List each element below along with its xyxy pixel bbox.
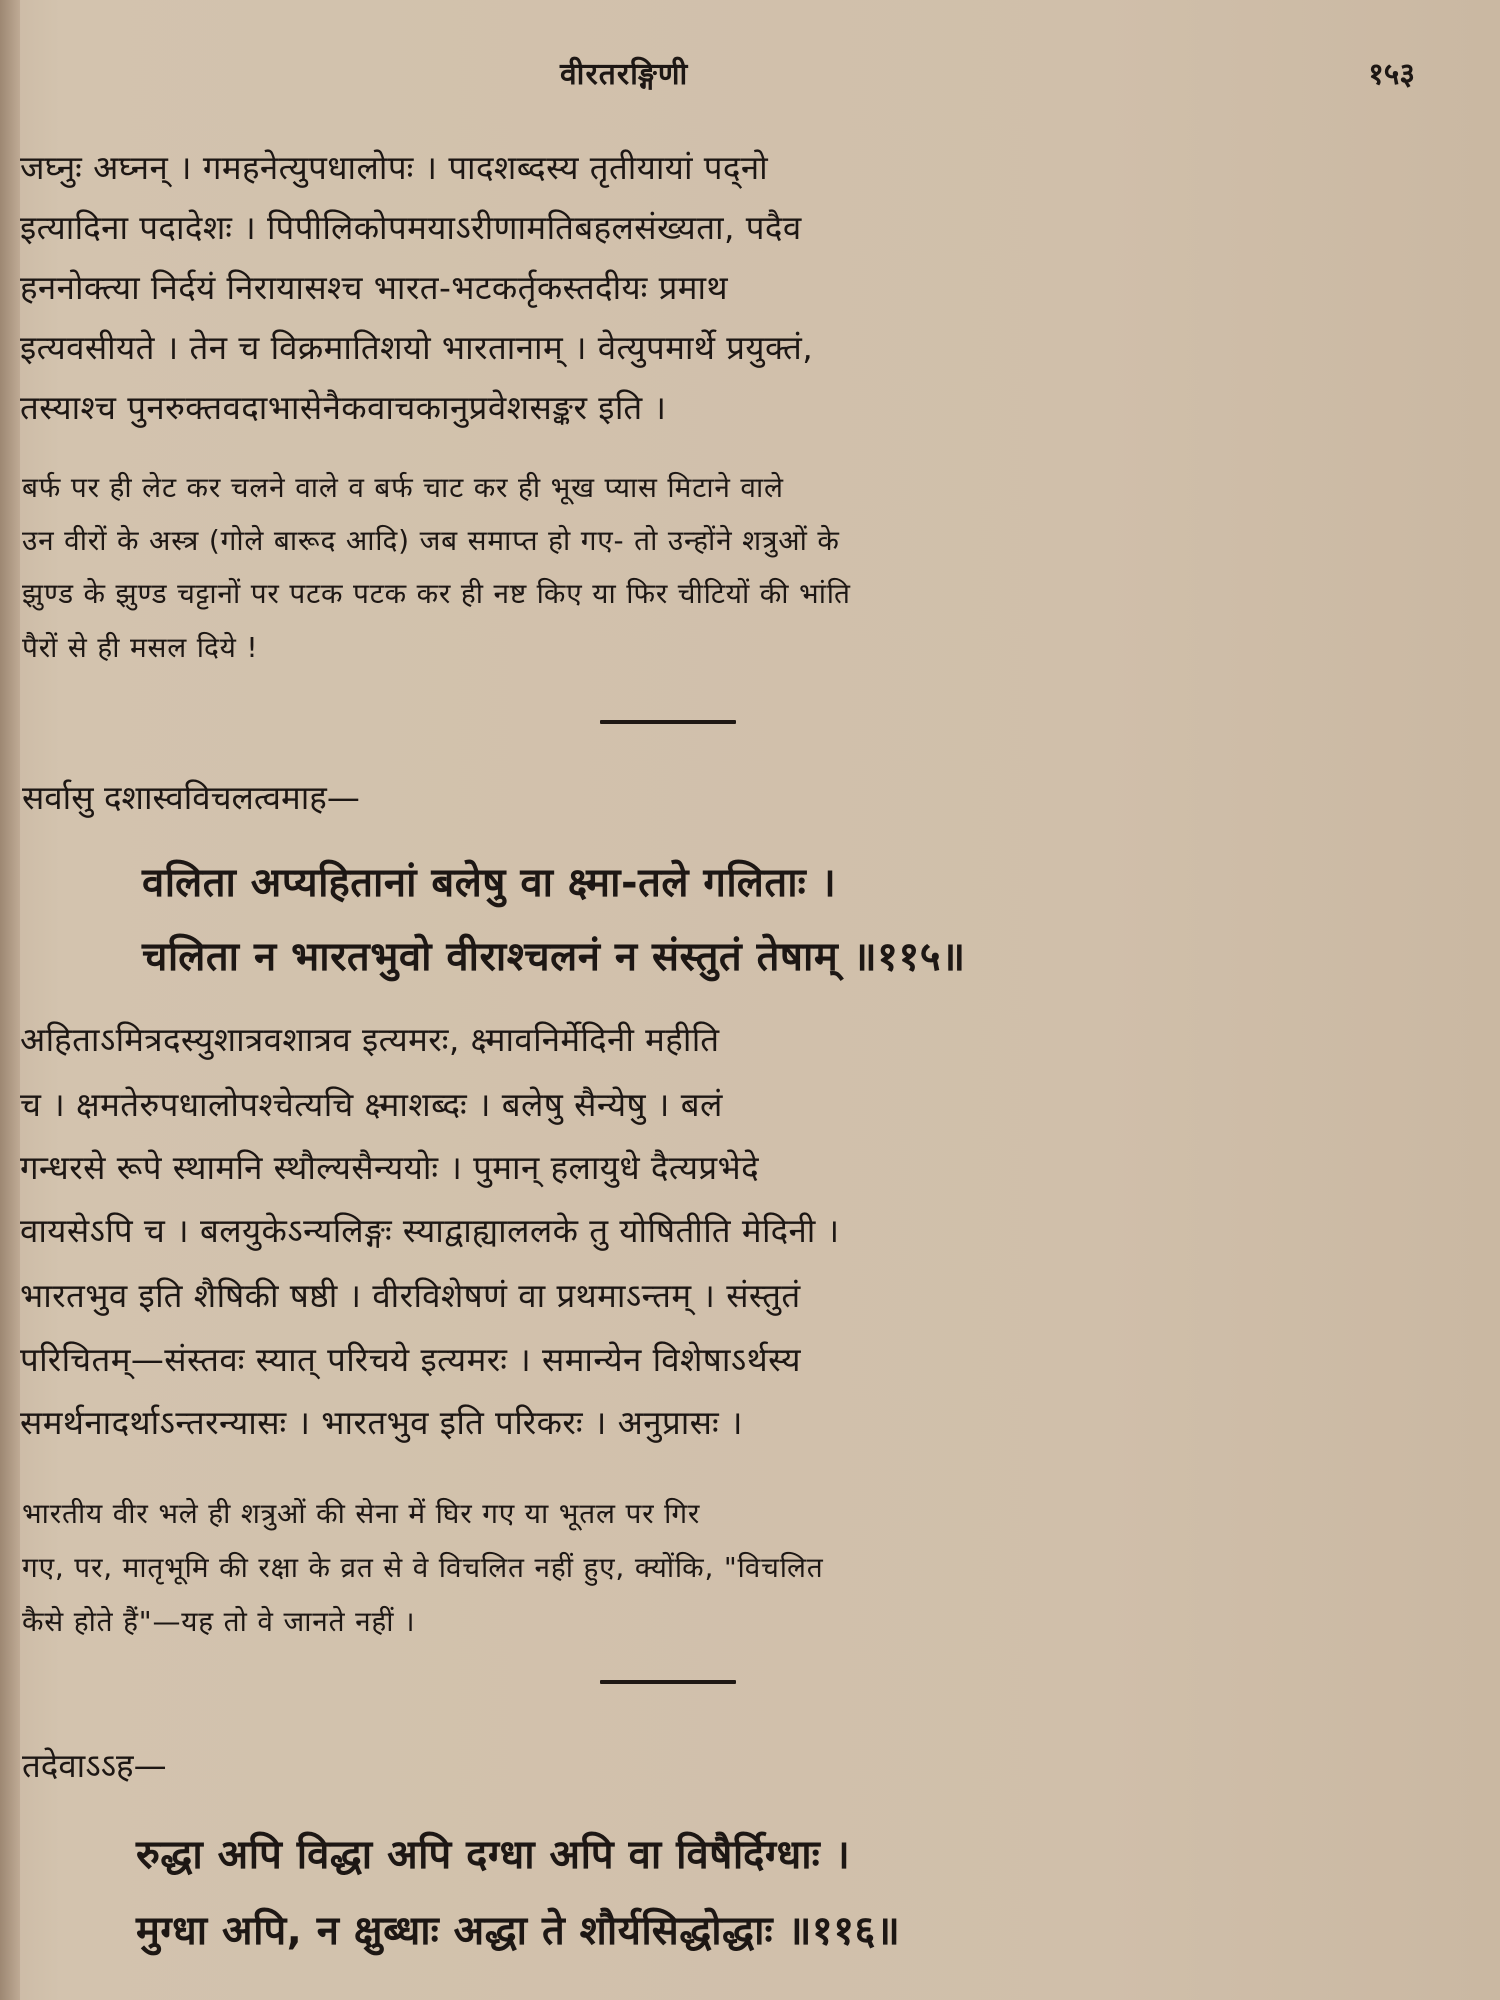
page-number: १५३ — [1368, 57, 1415, 92]
section-divider — [600, 720, 736, 724]
verse-115-line-2: चलिता न भारतभुवो वीराश्चलनं न संस्तुतं तेषाम् ॥११५॥ — [142, 934, 966, 980]
commentary-line: इत्यादिना पदादेशः । पिपीलिकोपमयाऽरीणामतिबहलसंख्यता, पदैव — [20, 208, 802, 247]
hindi-translation-line: उन वीरों के अस्त्र (गोले बारूद आदि) जब समाप्त हो गए- तो उन्होंने शत्रुओं के — [22, 524, 840, 557]
verse-116-line-2: मुग्धा अपि, न क्षुब्धाः अद्धा ते शौर्यसिद्धोद्धाः ॥११६॥ — [136, 1908, 901, 1954]
hindi-translation-line: झुण्ड के झुण्ड चट्टानों पर पटक पटक कर ही नष्ट किए या फिर चीटियों की भांति — [22, 577, 851, 610]
hindi-translation-line: पैरों से ही मसल दिये ! — [22, 631, 259, 664]
verse-115-line-1: वलिता अप्यहितानां बलेषु वा क्ष्मा-तले गलिताः । — [142, 860, 837, 906]
commentary-line: समर्थनादर्थाऽन्तरन्यासः । भारतभुव इति परिकरः । अनुप्रासः । — [20, 1403, 743, 1442]
commentary-line: जघ्नुः अघ्नन् । गमहनेत्युपधालोपः । पादशब्दस्य तृतीयायां पद्नो — [20, 148, 769, 187]
commentary-line: भारतभुव इति शैषिकी षष्ठी । वीरविशेषणं वा प्रथमाऽन्तम् । संस्तुतं — [20, 1276, 801, 1315]
verse-116-line-1: रुद्धा अपि विद्धा अपि दग्धा अपि वा विषैर्दिग्धाः । — [136, 1832, 851, 1878]
commentary-line: तस्याश्च पुनरुक्तवदाभासेनैकवाचकानुप्रवेशसङ्कर इति । — [20, 388, 667, 427]
hindi-translation-line: गए, पर, मातृभूमि की रक्षा के व्रत से वे विचलित नहीं हुए, क्योंकि, "विचलित — [22, 1551, 824, 1584]
hindi-translation-line: बर्फ पर ही लेट कर चलने वाले व बर्फ चाट कर ही भूख प्यास मिटाने वाले — [22, 471, 784, 504]
commentary-line: अहिताऽमित्रदस्युशात्रवशात्रव इत्यमरः, क्ष्मावनिर्मेदिनी महीति — [20, 1020, 720, 1059]
commentary-line: वायसेऽपि च । बलयुकेऽन्यलिङ्गः स्याद्वाह्याललके तु योषितीति मेदिनी । — [20, 1211, 840, 1250]
hindi-translation-line: कैसे होते हैं"—यह तो वे जानते नहीं । — [22, 1605, 416, 1638]
page-header — [0, 52, 1500, 102]
commentary-line: गन्धरसे रूपे स्थामनि स्थौल्यसैन्ययोः । पुमान् हलायुधे दैत्यप्रभेदे — [20, 1148, 760, 1187]
verse-introduction: तदेवाऽऽह— — [22, 1746, 167, 1785]
commentary-line: हननोक्त्या निर्दयं निरायासश्च भारत-भटकर्तृकस्तदीयः प्रमाथ — [20, 268, 728, 307]
running-title: वीरतरङ्गिणी — [560, 57, 689, 92]
page-gutter-shadow — [0, 0, 20, 2000]
hindi-translation-line: भारतीय वीर भले ही शत्रुओं की सेना में घिर गए या भूतल पर गिर — [22, 1497, 701, 1530]
commentary-line: इत्यवसीयते । तेन च विक्रमातिशयो भारतानाम् । वेत्युपमार्थे प्रयुक्तं, — [20, 328, 814, 367]
section-divider — [600, 1680, 736, 1684]
commentary-line: च । क्षमतेरुपधालोपश्चेत्यचि क्ष्माशब्दः । बलेषु सैन्येषु । बलं — [20, 1085, 723, 1124]
verse-introduction: सर्वासु दशास्वविचलत्वमाह— — [22, 778, 360, 817]
commentary-line: परिचितम्—संस्तवः स्यात् परिचये इत्यमरः । समान्येन विशेषाऽर्थस्य — [20, 1340, 801, 1379]
